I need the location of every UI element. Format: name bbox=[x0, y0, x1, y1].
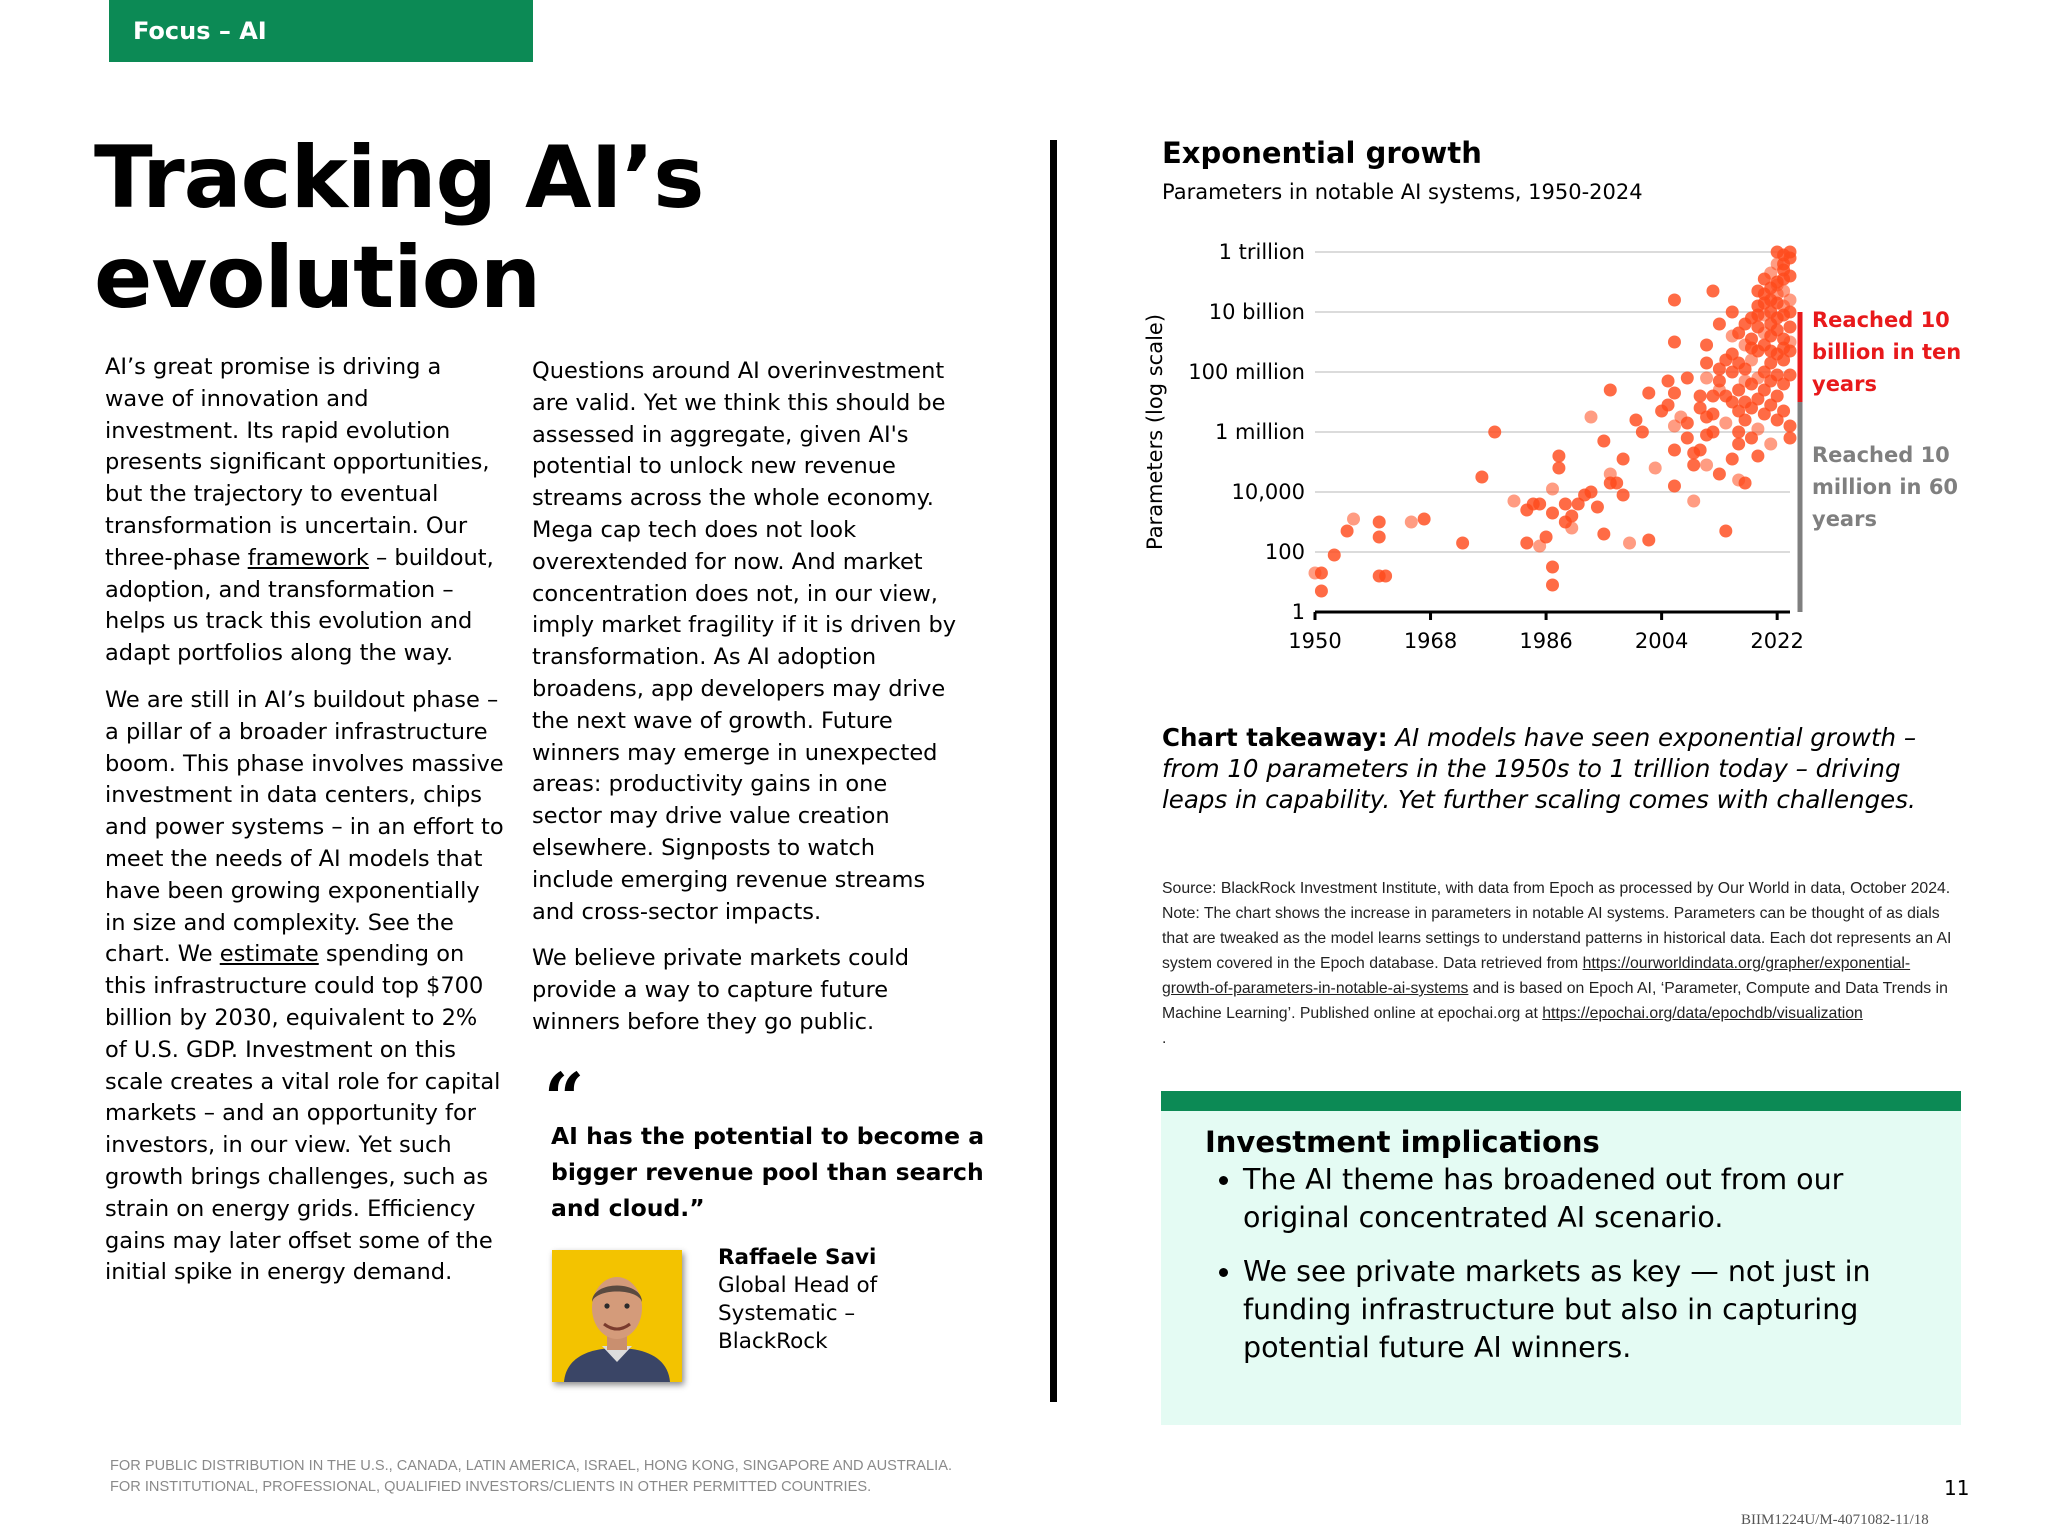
title-line-2: evolution bbox=[94, 228, 541, 328]
data-point bbox=[1649, 462, 1662, 475]
data-point bbox=[1739, 477, 1752, 490]
data-point bbox=[1706, 408, 1719, 421]
data-point bbox=[1668, 336, 1681, 349]
text-run: We are still in AI’s buildout phase – a pillar of a broader infrastructure boom. This phase involves massive investment in data centers, chips and power systems – in an effort to meet the needs of AI models that have been growing exponentially in size and complexity. See the chart. We bbox=[105, 686, 504, 968]
data-point bbox=[1585, 486, 1598, 499]
data-point bbox=[1706, 426, 1719, 439]
data-point bbox=[1642, 534, 1655, 547]
implications-accent-bar bbox=[1161, 1091, 1961, 1111]
data-point bbox=[1507, 495, 1520, 508]
source-note bbox=[1162, 876, 1962, 1051]
data-point bbox=[1784, 432, 1797, 445]
data-point bbox=[1751, 309, 1764, 322]
data-point bbox=[1610, 477, 1623, 490]
data-point bbox=[1771, 279, 1784, 292]
data-point bbox=[1784, 321, 1797, 334]
x-tick-label: 1986 bbox=[1519, 629, 1573, 653]
data-point bbox=[1552, 462, 1565, 475]
data-point bbox=[1617, 489, 1630, 502]
author-role: Global Head of Systematic – BlackRock bbox=[718, 1273, 878, 1354]
data-point bbox=[1623, 537, 1636, 550]
data-points bbox=[1309, 246, 1797, 598]
y-tick-label: 1 trillion bbox=[1218, 240, 1305, 264]
y-tick-label: 10 billion bbox=[1208, 300, 1305, 324]
data-point bbox=[1617, 453, 1630, 466]
footer-line: FOR INSTITUTIONAL, PROFESSIONAL, QUALIFIED INVESTORS/CLIENTS IN OTHER PERMITTED COUNTRIES. bbox=[110, 1479, 872, 1495]
data-point bbox=[1591, 501, 1604, 514]
list-item: • We see private markets as key — not just in funding infrastructure but also in capturing potential future AI winners. bbox=[1243, 1253, 1921, 1367]
data-point bbox=[1758, 297, 1771, 310]
text-run: – buildout, adoption, and transformation – helps us track this evolution and adapt portfolios along the way. bbox=[105, 544, 494, 667]
data-point bbox=[1745, 342, 1758, 355]
data-point bbox=[1739, 414, 1752, 427]
x-tick-label: 2004 bbox=[1634, 629, 1689, 653]
data-point bbox=[1668, 387, 1681, 400]
y-tick-label: 10,000 bbox=[1231, 480, 1305, 504]
data-point bbox=[1540, 531, 1553, 544]
data-point bbox=[1784, 336, 1797, 349]
text-run: spending on this infrastructure could top $700 billion by 2030, equivalent to 2% of U.S. GDP. Investment on this scale creates a vital role for capital markets – and an opportunity for investors, in our view. Yet such growth brings challenges, such as strain on energy grids. Efficiency gains may later offset some of the initial spike in energy demand. bbox=[105, 941, 501, 1286]
pull-quote: AI has the potential to become a bigger revenue pool than search and cloud.” bbox=[551, 1122, 985, 1222]
text-run: . bbox=[1162, 1030, 1167, 1047]
data-point bbox=[1546, 483, 1559, 496]
annotation-label: Reached 10 billion in ten years bbox=[1812, 308, 1962, 396]
data-point bbox=[1604, 384, 1617, 397]
annotations bbox=[1800, 308, 1961, 612]
text-run: and is based on Epoch AI, ‘Parameter, Compute and Data Trends in Machine Learning’. Published online at epochai.org at bbox=[1162, 980, 1948, 1022]
data-point bbox=[1777, 405, 1790, 418]
takeaway-text: AI models have seen exponential growth – from 10 parameters in the 1950s to 1 trillion today – driving leaps in capability. Yet further scaling comes with challenges. bbox=[1162, 723, 1917, 814]
distribution-footer bbox=[110, 1456, 952, 1498]
x-tick-labels bbox=[1288, 612, 1804, 653]
data-point bbox=[1784, 294, 1797, 307]
chart-subtitle: Parameters in notable AI systems, 1950-2024 bbox=[1162, 180, 1643, 204]
data-point bbox=[1597, 528, 1610, 541]
data-point bbox=[1713, 375, 1726, 388]
data-point bbox=[1315, 585, 1328, 598]
annotation-label: Reached 10 million in 60 years bbox=[1812, 443, 1959, 531]
implications-title: Investment implications bbox=[1205, 1125, 1600, 1159]
page-number: 11 bbox=[1944, 1476, 1970, 1500]
data-point bbox=[1732, 327, 1745, 340]
data-point bbox=[1726, 453, 1739, 466]
scatter-chart bbox=[1120, 225, 1980, 675]
y-tick-label: 1 million bbox=[1215, 420, 1305, 444]
paragraph bbox=[105, 352, 505, 670]
y-axis-label: Parameters (log scale) bbox=[1143, 313, 1167, 551]
data-point bbox=[1681, 432, 1694, 445]
data-point bbox=[1565, 510, 1578, 523]
estimate-link[interactable]: estimate bbox=[219, 941, 319, 968]
body-column-1 bbox=[105, 352, 505, 1304]
data-point bbox=[1546, 507, 1559, 520]
data-point bbox=[1784, 420, 1797, 433]
section-tag: Focus – AI bbox=[109, 0, 533, 62]
person-portrait-icon bbox=[552, 1250, 682, 1382]
chart-title: Exponential growth bbox=[1162, 136, 1482, 170]
data-point bbox=[1475, 471, 1488, 484]
data-point bbox=[1700, 459, 1713, 472]
data-point bbox=[1732, 426, 1745, 439]
data-point bbox=[1585, 411, 1598, 424]
data-point bbox=[1629, 414, 1642, 427]
data-point bbox=[1784, 246, 1797, 259]
data-point bbox=[1520, 537, 1533, 550]
data-point bbox=[1597, 435, 1610, 448]
data-point bbox=[1681, 417, 1694, 430]
y-tick-label: 100 bbox=[1264, 540, 1305, 564]
data-point bbox=[1687, 495, 1700, 508]
paragraph bbox=[105, 685, 505, 1289]
quote-mark-icon: “ bbox=[544, 1057, 585, 1140]
data-point bbox=[1662, 375, 1675, 388]
data-point bbox=[1700, 357, 1713, 370]
data-point bbox=[1315, 567, 1328, 580]
author-photo bbox=[552, 1250, 682, 1382]
data-point bbox=[1546, 579, 1559, 592]
x-tick-label: 2022 bbox=[1750, 629, 1804, 653]
paragraph: We believe private markets could provide a way to capture future winners before they go public. bbox=[532, 945, 910, 1035]
data-point bbox=[1559, 498, 1572, 511]
author-block bbox=[718, 1244, 908, 1356]
takeaway-lead: Chart takeaway: bbox=[1162, 723, 1388, 752]
data-point bbox=[1642, 387, 1655, 400]
data-point bbox=[1373, 516, 1386, 529]
data-point bbox=[1784, 369, 1797, 382]
data-point bbox=[1764, 438, 1777, 451]
data-point bbox=[1751, 450, 1764, 463]
data-point bbox=[1694, 444, 1707, 457]
text-run: AI’s great promise is driving a wave of innovation and investment. Its rapid evolution presents significant opportunities, but the trajectory to eventual transformation is uncertain. Our three-phase bbox=[105, 354, 490, 571]
data-point bbox=[1636, 426, 1649, 439]
data-point bbox=[1668, 294, 1681, 307]
data-point bbox=[1546, 561, 1559, 574]
data-point bbox=[1341, 525, 1354, 538]
data-point bbox=[1694, 390, 1707, 403]
author-name: Raffaele Savi bbox=[718, 1245, 877, 1270]
data-point bbox=[1456, 537, 1469, 550]
column-divider bbox=[1050, 140, 1057, 1402]
data-point bbox=[1719, 525, 1732, 538]
data-point bbox=[1418, 513, 1431, 526]
data-point bbox=[1739, 375, 1752, 388]
chart-takeaway bbox=[1162, 722, 1962, 815]
data-point bbox=[1533, 498, 1546, 511]
framework-link[interactable]: framework bbox=[247, 544, 369, 571]
epoch-link[interactable]: https://epochai.org/data/epochdb/visualization bbox=[1542, 1005, 1863, 1022]
data-point bbox=[1784, 270, 1797, 283]
data-point bbox=[1700, 339, 1713, 352]
body-column-2 bbox=[532, 356, 962, 1054]
document-id: BIIM1224U/M-4071082-11/18 bbox=[1741, 1512, 1929, 1528]
data-point bbox=[1687, 459, 1700, 472]
data-point bbox=[1668, 480, 1681, 493]
data-point bbox=[1552, 450, 1565, 463]
data-point bbox=[1565, 522, 1578, 535]
data-point bbox=[1726, 396, 1739, 409]
text-run: Source: BlackRock Investment Institute, with data from Epoch as processed by Our World in data, October 2024. Note: The chart shows the increase in parameters in notable AI systems. Parameters can be thought of as dials that are tweaked as the model learns settings to understand patterns in historical data. Each dot represents an AI system covered in the Epoch database. Data retrieved from bbox=[1162, 880, 1952, 972]
x-tick-label: 1950 bbox=[1288, 629, 1342, 653]
data-point bbox=[1373, 531, 1386, 544]
y-tick-labels bbox=[1188, 240, 1305, 624]
data-point bbox=[1777, 258, 1790, 271]
page-title bbox=[94, 128, 994, 328]
data-point bbox=[1668, 444, 1681, 457]
list-item: • The AI theme has broadened out from our original concentrated AI scenario. bbox=[1243, 1161, 1921, 1237]
implications-list bbox=[1205, 1161, 1921, 1367]
x-tick-label: 1968 bbox=[1403, 629, 1458, 653]
y-tick-label: 100 million bbox=[1188, 360, 1305, 384]
data-point bbox=[1328, 549, 1341, 562]
data-point bbox=[1713, 468, 1726, 481]
data-point bbox=[1379, 570, 1392, 583]
data-point bbox=[1719, 354, 1732, 367]
footer-line: FOR PUBLIC DISTRIBUTION IN THE U.S., CANADA, LATIN AMERICA, ISRAEL, HONG KONG, SINGAPORE AND AUSTRALIA. bbox=[110, 1458, 953, 1474]
owid-link[interactable]: https://ourworldindata.org/grapher/exponential-growth-of-parameters-in-notable-ai-systems bbox=[1162, 955, 1911, 997]
title-line-1: Tracking AI’s bbox=[94, 128, 704, 228]
data-point bbox=[1347, 513, 1360, 526]
data-point bbox=[1405, 516, 1418, 529]
paragraph: Questions around AI overinvestment are valid. Yet we think this should be assessed in aggregate, given AI's potential to unlock new revenue streams across the whole economy. Mega cap tech does not look overextended for now. And market concentration does not, in our view, imply market fragility if it is driven by transformation. As AI adoption broadens, app developers may drive the next wave of growth. Future winners may emerge in unexpected areas: productivity gains in one sector may drive value creation elsewhere. Signposts to watch include emerging revenue streams and cross-sector impacts. bbox=[532, 358, 957, 925]
data-point bbox=[1771, 390, 1784, 403]
data-point bbox=[1681, 372, 1694, 385]
data-point bbox=[1488, 426, 1501, 439]
data-point bbox=[1713, 318, 1726, 331]
data-point bbox=[1751, 423, 1764, 436]
investment-implications-box bbox=[1161, 1111, 1961, 1425]
data-point bbox=[1719, 417, 1732, 430]
y-tick-label: 1 bbox=[1291, 600, 1305, 624]
data-point bbox=[1706, 285, 1719, 298]
data-point bbox=[1662, 399, 1675, 412]
data-point bbox=[1700, 372, 1713, 385]
data-point bbox=[1732, 438, 1745, 451]
data-point bbox=[1726, 306, 1739, 319]
data-point bbox=[1784, 306, 1797, 319]
